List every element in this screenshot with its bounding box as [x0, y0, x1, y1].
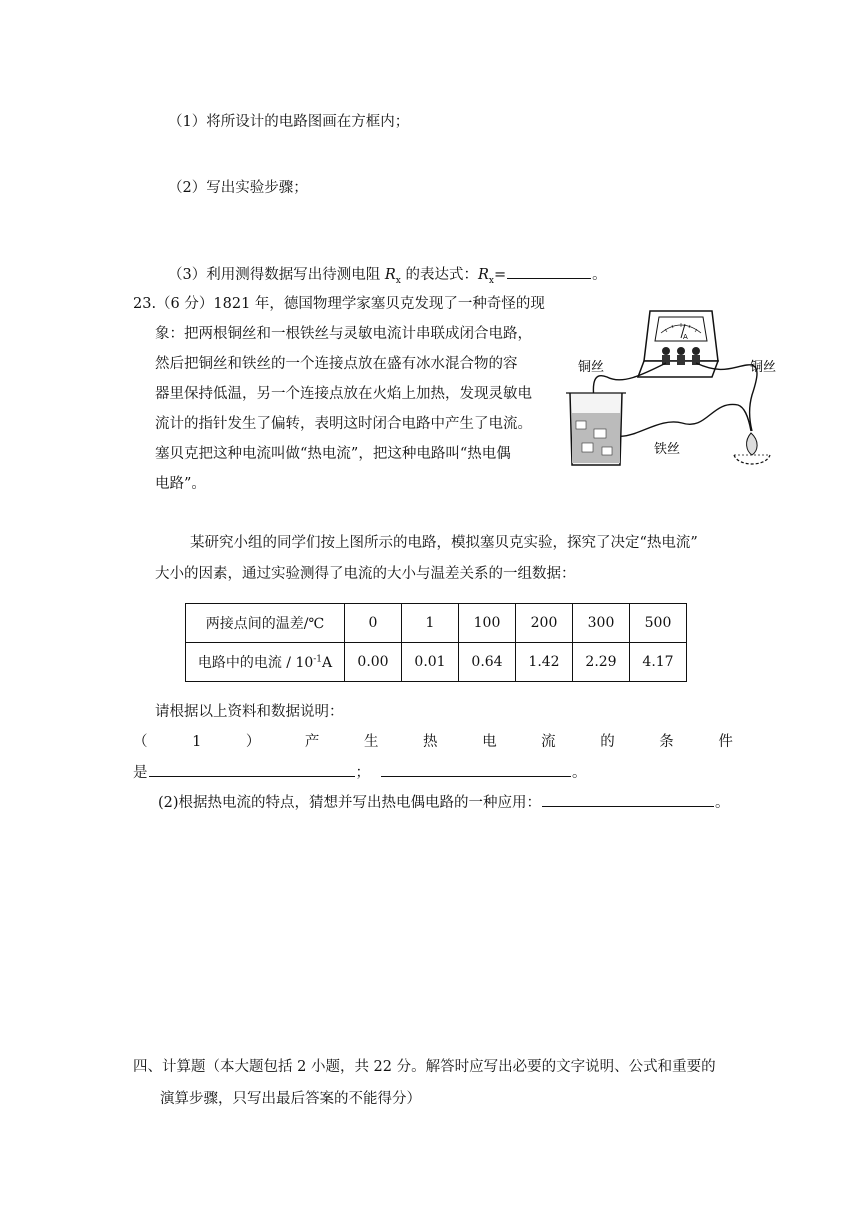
label-copper-right: 铜丝 — [750, 360, 777, 375]
temperature-current-table — [185, 603, 687, 682]
q23-instruction: 请根据以上资料和数据说明： — [155, 704, 344, 720]
answer-blank-condition-1[interactable] — [149, 762, 355, 777]
table-cell: 0.64 — [459, 643, 516, 682]
table-cell: 0 — [345, 604, 402, 643]
meter-letter: A — [683, 333, 688, 341]
section4-heading-cont: 演算步骤，只写出最后答案的不能得分） — [160, 1091, 421, 1107]
q23-line-4: 器里保持低温，另一个连接点放在火焰上加热，发现灵敏电 — [155, 386, 532, 402]
table-row — [186, 643, 687, 682]
table-cell: 1 — [402, 604, 459, 643]
table-cell: 1.42 — [516, 643, 573, 682]
q23-line-5: 流计的指针发生了偏转，表明这时闭合电路中产生了电流。 — [155, 416, 532, 432]
q23-q2-line: (2)根据热电流的特点，猜想并写出热电偶电路的一种应用： 。 — [158, 792, 730, 813]
label-copper-left: 铜丝 — [578, 360, 605, 375]
q23-line-7: 电路”。 — [155, 476, 206, 492]
q23-q1-answer-line: 是 ； 。 — [133, 762, 587, 783]
table-cell: 0.01 — [402, 643, 459, 682]
table-cell: 500 — [630, 604, 687, 643]
flame-icon — [734, 433, 770, 464]
table-header-temp: 两接点间的温差/℃ — [186, 604, 345, 643]
q22-part1: （1）将所设计的电路图画在方框内； — [168, 114, 410, 130]
q23-line-6: 塞贝克把这种电流叫做“热电流”，把这种电路叫“热电偶 — [155, 446, 511, 462]
seebeck-circuit-diagram — [562, 305, 784, 475]
label-iron: 铁丝 — [654, 442, 681, 457]
q23-para2-line-2: 大小的因素，通过实验测得了电流的大小与温差关系的一组数据： — [155, 566, 576, 582]
q23-line-2: 象：把两根铜丝和一根铁丝与灵敏电流计串联成闭合电路， — [155, 326, 532, 342]
table-cell: 4.17 — [630, 643, 687, 682]
answer-blank-condition-2[interactable] — [381, 762, 571, 777]
table-cell: 100 — [459, 604, 516, 643]
table-cell: 2.29 — [573, 643, 630, 682]
table-cell: 0.00 — [345, 643, 402, 682]
q23-para2-line-1: 某研究小组的同学们按上图所示的电路，模拟塞贝克实验，探究了决定“热电流” — [190, 535, 698, 551]
table-cell: 300 — [573, 604, 630, 643]
q22-part2: （2）写出实验步骤； — [168, 180, 308, 196]
q23-line-3: 然后把铜丝和铁丝的一个连接点放在盛有冰水混合物的容 — [155, 356, 518, 372]
beaker-icon — [566, 393, 626, 465]
q22-part3: （3）利用测得数据写出待测电阻 $R_x$ 的表达式：$R_x=$ 。 — [168, 264, 607, 291]
q23-q1-spread-line: （ 1 ） 产 生 热 电 流 的 条 件 — [133, 734, 733, 750]
table-header-current: 电路中的电流 / $10^{-1}A$ — [186, 643, 345, 682]
section4-heading: 四、计算题（本大题包括 2 小题，共 22 分。解答时应写出必要的文字说明、公式和重要的 — [133, 1059, 716, 1075]
q23-line-1: 23.（6 分）1821 年，德国物理学家塞贝克发现了一种奇怪的现 — [133, 296, 545, 312]
table-row — [186, 604, 687, 643]
answer-blank-rx[interactable] — [507, 264, 591, 279]
answer-blank-application[interactable] — [542, 792, 714, 807]
table-cell: 200 — [516, 604, 573, 643]
